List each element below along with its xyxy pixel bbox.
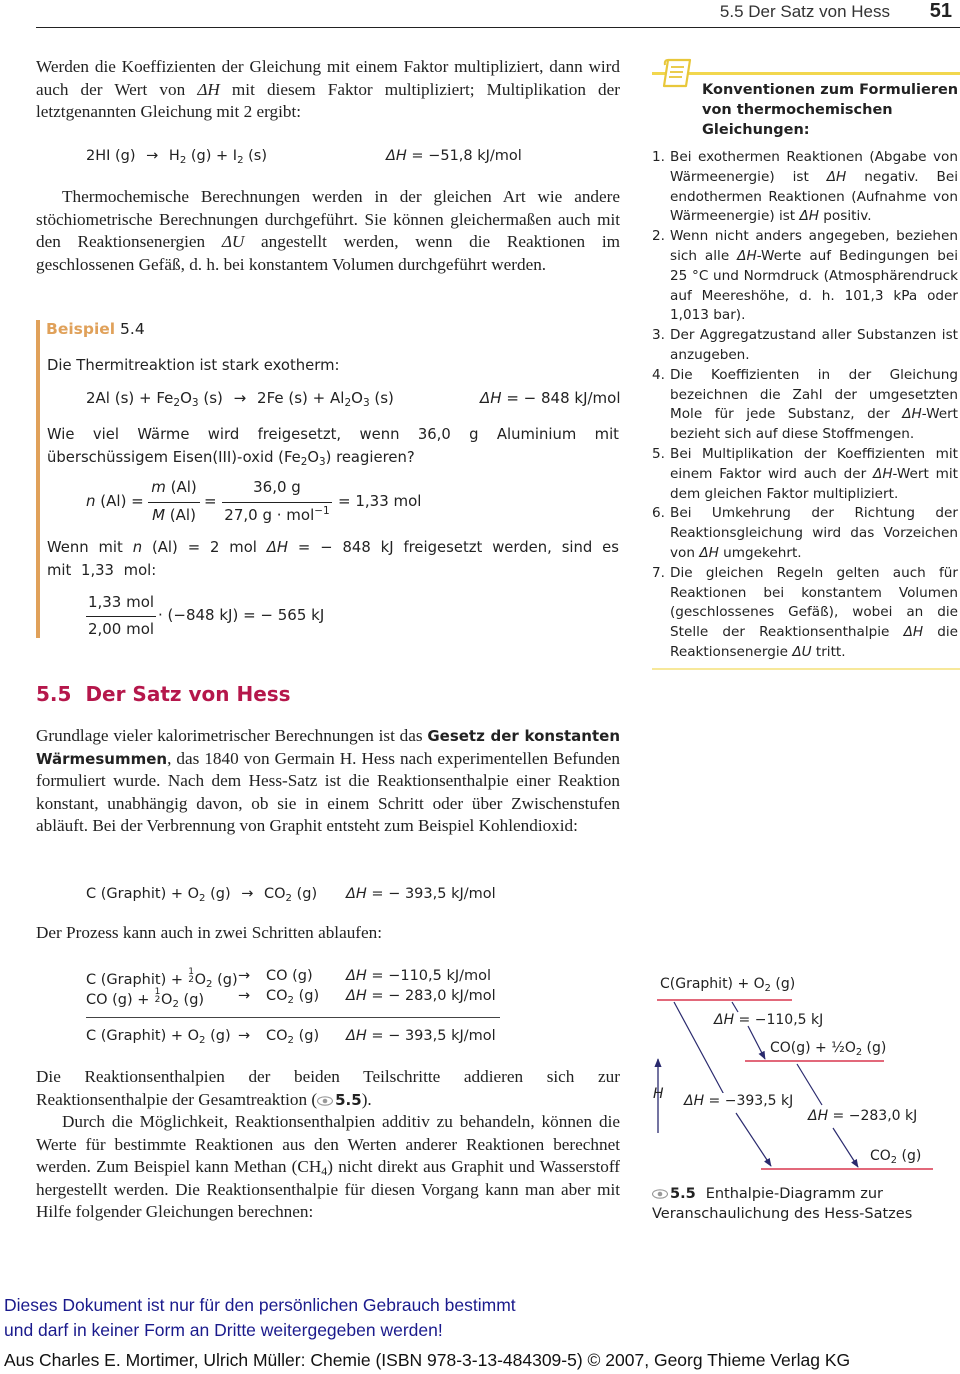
item-number: 7. [652,564,665,581]
delta-h-symbol: ΔH [799,208,819,225]
reaction-arrow-icon: → [233,389,247,407]
two-steps-intro: Der Prozess kann auch in zwei Schritten ablaufen: [36,923,383,942]
example-number: 5.4 [120,320,145,338]
equals-sign: = [204,492,217,510]
text: (g) [897,1148,922,1164]
fraction-numerator: 36,0 g [253,478,301,496]
caption-text: Enthalpie-Diagramm zur [705,1186,883,1202]
text: positiv. [818,208,872,225]
eq-term: O [161,992,173,1008]
step-1-lhs [86,968,238,988]
text: Wenn nicht anders angegeben, beziehen sich alle [670,228,958,264]
step-1-enthalpy [346,968,491,984]
example-question [47,424,619,469]
level-label-top [660,976,795,992]
hess-steps-table [86,968,500,1052]
item-number: 4. [652,366,665,383]
subscript: 2 [300,455,308,468]
fraction-bar [222,502,332,503]
eq-term: (g) [205,1028,231,1044]
enthalpy-value: = − 393,5 kJ/mol [366,886,496,902]
delta-h-symbol: ΔH [902,406,922,423]
num: 1 [188,967,194,977]
subscript: 2 [764,983,771,994]
eq-term: (g) + I [186,148,238,164]
reaction-arrow-icon: → [238,988,251,1004]
eq-term: C (Graphit) + [86,972,188,988]
eq-term: O [187,1028,200,1044]
var: m [151,478,166,496]
text: CO [870,1148,891,1164]
enthalpy-value: = −110,5 kJ/mol [366,968,492,984]
text: (g) [862,1040,887,1056]
dh-step2-label [808,1108,917,1124]
sum-rule [86,1017,500,1018]
subscript: 4 [321,1164,328,1179]
text: Wie viel Wärme wird freigesetzt, wenn 36,0 g Aluminium mit überschüssigem Eisen(III)-oxid (Fe [47,426,619,466]
footer-notice-line-1: Dieses Dokument ist nur für den persönlichen Gebrauch bestimmt [4,1295,516,1315]
delta-h-symbol: ΔH [826,168,847,185]
moles-calculation [86,478,486,528]
calc-result: = 1,33 mol [338,492,422,510]
step-2-lhs [86,988,204,1008]
enthalpy-value: = − 393,5 kJ/mol [366,1028,496,1044]
eq-term: C (Graphit) + O [86,886,200,902]
dh-total-label [684,1093,793,1109]
scroll-icon [656,56,696,90]
step-sum-enthalpy [346,1028,496,1044]
text: Der Aggregatzustand aller Substanzen ist anzugeben. [670,327,958,363]
axis-label: H [653,1086,664,1102]
delta-h-symbol: ΔH [346,886,367,902]
fraction-numerator [148,478,200,496]
arrow-step1-tail [732,1002,738,1012]
footer-source: Aus Charles E. Mortimer, Ulrich Müller: Chemie (ISBN 978-3-13-484309-5) © 2007, Georg Thieme Verlag KG [4,1350,851,1370]
sidebar-title [702,80,958,140]
eq-term: (s) [198,389,223,407]
delta-h-symbol: ΔH [714,1012,735,1028]
text: Die Koeffizienten in der Gleichung bezeichnen die Zahl der umgesetzten Mole für jede Substanz, der [670,366,958,423]
subscript: 3 [319,455,326,468]
step-2-enthalpy [346,988,496,1004]
running-head-section: 5.5 Der Satz von Hess [719,2,890,21]
text: Thermochemische Berechnungen werden in der gleichen Art wie andere stöchiometrische Berechnungen durchgeführt. Sie können gleichermaßen auch mit den Reaktionsenergien [36,187,620,252]
heat-calculation [86,593,386,645]
reaction-arrow-icon: → [241,886,254,902]
calc-result: · (−848 kJ) = − 565 kJ [158,606,325,624]
text: ). [361,1089,372,1109]
sidebar-title-line: von thermochemischen [702,102,893,118]
eq-term: (s) [243,148,267,164]
figure-reference-link[interactable]: 5.5 [335,1090,362,1109]
fraction-bar [86,616,156,617]
subscript: 2 [199,893,206,904]
fraction-denominator: 2,00 mol [87,620,155,638]
delta-h-symbol: ΔH [386,148,407,164]
text: = − 848 kJ freigesetzt werden, sind es mit 1,33 mol: [47,539,619,579]
reaction-arrow-icon: → [146,148,159,164]
stoichiometry-paragraph [36,186,620,276]
sum-paragraph [36,1066,620,1111]
sidebar-bottom-rule [652,668,960,670]
text: (Al) = 2 mol [142,539,267,556]
subscript: 2 [172,999,179,1010]
eq-term: (g) [292,886,318,902]
step-sum-lhs [86,1028,231,1044]
text: ) nicht direkt aus Graphit und Wasserstoff hergestellt werden. Die Reaktionsenthalpie für diesen Vorgang kann man aber mit Hilfe folgender Gleichungen berechnen: [36,1157,620,1222]
header-rule [36,27,960,28]
item-number: 2. [652,228,665,245]
enthalpy-diagram [640,960,960,1170]
delta-h-symbol: ΔH [197,79,220,99]
figure-number: 5.5 [670,1186,696,1202]
fraction-denominator [222,506,332,524]
eq-term: (g) [205,886,231,902]
step-2-rhs [266,988,319,1004]
text: Die Reaktionsenthalpien der beiden Teilschritte addieren sich zur Reaktionsenthalpie der Gesamtreaktion ( [36,1067,620,1109]
text: Wenn mit [47,539,133,556]
den: 2 [154,995,161,1005]
text: Bei exothermen Reaktionen (Abgabe von Wärmeenergie) ist [670,149,958,185]
enthalpy-value: = −283,0 kJ [828,1108,918,1124]
enthalpy-value: = −110,5 kJ [734,1012,824,1028]
convention-item [652,445,958,504]
arrow-total [736,1113,771,1166]
caption-line [652,1184,912,1204]
subscript: 3 [362,397,370,409]
subscript: 2 [890,1155,898,1166]
example-statement [47,537,619,582]
eq-term: (g) [294,988,320,1004]
text: Grundlage vieler kalorimetrischer Berechnungen ist das [36,726,428,745]
item-number: 1. [652,149,665,165]
delta-h-symbol: ΔH [684,1093,705,1109]
step-1-rhs [266,968,313,984]
eq-term: CO (g) [266,968,313,984]
enthalpy-value: = −51,8 kJ/mol [406,148,522,164]
text: angestellt werden, wenn die Reaktionen im geschlossenen Gefäß, d. h. bei konstantem Volumen durchgeführt werden. [36,232,620,274]
convention-item [652,564,958,663]
section-heading [36,682,291,706]
convention-item [652,366,958,445]
delta-h-symbol: ΔH [346,968,367,984]
fraction-bar [148,502,200,503]
one-half-fraction: ½ [831,1040,845,1056]
delta-u-symbol: ΔU [792,643,812,660]
running-head [0,0,960,28]
dh-step1-label [714,1012,823,1028]
eq-term: CO (g) + [86,992,155,1008]
convention-item [652,148,958,227]
text: umgekehrt. [718,544,802,561]
intro-paragraph [36,56,620,124]
text: Werden die Koeffizienten der Gleichung mit einem Faktor multipliziert, dann wird auch der Wert von [36,57,620,99]
subscript: 2 [855,1047,863,1058]
convention-item [652,326,958,366]
eq-term: CO [266,988,288,1004]
thermite-enthalpy [480,389,621,407]
one-half-fraction [188,968,195,984]
text: Durch die Möglichkeit, Reaktionsenthalpien additiv zu behandeln, können die Werte für bestimmte Reaktionen aus den Werten anderer Reaktionen berechnet werden. Zum Beispiel kann Methan (CH [36,1112,620,1177]
text: Bei Multiplikation der Koeffizienten mit einem Faktor wird auch der [670,445,958,482]
page-number: 51 [929,0,952,22]
subscript: 2 [199,1035,206,1046]
section-title: Der Satz von Hess [85,682,291,706]
eye-icon [317,1096,333,1106]
text: tritt. [811,643,846,660]
delta-h-symbol: ΔH [346,1028,367,1044]
subscript: 2 [285,893,292,904]
reaction-arrow-icon: → [238,1028,251,1044]
var: n [132,539,143,556]
figure-caption [652,1184,912,1224]
text: Bei Umkehrung der Richtung der Reaktionsgleichung wird das Vorzeichen von [670,505,958,561]
num: 1 [154,987,161,997]
var: M [152,506,166,524]
subscript: 2 [173,397,181,409]
section-number: 5.5 [36,682,72,706]
equation-hi-enthalpy [386,148,522,164]
item-number: 5. [652,445,665,462]
arrow-step1 [748,1026,765,1059]
reaction-arrow-icon: → [238,968,251,984]
subscript: 2 [179,155,187,166]
delta-h-symbol: ΔH [903,624,924,641]
den: 2 [188,975,194,985]
step-sum-rhs [266,1028,319,1044]
text: (Al) [165,478,197,496]
delta-h-symbol: ΔH [737,247,757,264]
subscript: 2 [287,995,294,1006]
subscript: 3 [191,397,199,409]
convention-item [652,227,958,326]
subscript: 2 [237,155,244,166]
text: -Werte auf Bedingungen bei 25 °C und Normdruck (Atmosphärendruck auf Meereshöhe, d. h. 101,3 kPa oder 1,013 bar). [670,247,958,324]
text: O [307,448,319,466]
text: ) reagieren? [325,448,415,466]
eq-term: (g) [294,1028,320,1044]
text: -Wert bezieht sich auf diese Stoffmengen. [670,406,958,443]
delta-h-symbol: ΔH [480,389,502,407]
eq-term: 2Fe (s) + Al [257,389,345,407]
text: O [844,1040,856,1056]
item-number: 3. [652,327,665,344]
text: (Al) = [95,492,144,510]
text: CO(g) + [770,1040,832,1056]
eq-lhs: 2HI (g) [86,148,136,164]
enthalpy-axis-label [653,1086,664,1102]
example-intro: Die Thermitreaktion ist stark exotherm: [47,357,340,374]
arrow-step2-tail [797,1064,822,1105]
text: 27,0 g · mol [224,506,315,524]
delta-h-symbol: ΔH [808,1108,829,1124]
sidebar-top-rule [652,72,960,75]
text: C(Graphit) + O [660,976,765,992]
text: (g) [770,976,796,992]
sidebar-title-line: Konventionen zum Formulieren [702,82,959,98]
delta-h-symbol: ΔH [873,465,893,482]
conventions-list [652,148,958,663]
delta-h-symbol: ΔH [699,544,719,561]
thermite-equation [86,389,394,407]
eq-term: CO [264,886,286,902]
level-label-mid [770,1040,886,1056]
fraction-denominator [148,506,200,524]
methane-paragraph [36,1111,620,1224]
arrow-step2 [833,1128,858,1167]
level-label-bottom [870,1148,921,1164]
key-term: Gesetz der konstanten Wärmesummen [36,727,620,768]
subscript: 2 [287,1035,294,1046]
caption-text: Veranschaulichung des Hess-Satzes [652,1206,913,1222]
calc-lhs [86,492,144,510]
one-half-fraction [154,988,161,1004]
subscript: 2 [344,397,352,409]
eq-term: CO [266,1028,288,1044]
hess-paragraph [36,725,620,838]
text: die Reaktionsenergie [670,624,959,660]
graphite-combustion-enthalpy [346,886,496,902]
example-title [46,320,145,338]
delta-u-symbol: ΔU [221,232,245,252]
text: mit diesem Faktor multipliziert; Multiplikation der letztgenannten Gleichung mit 2 ergibt: [36,79,620,122]
text: -Wert mit dem gleichen Faktor multipliziert. [670,465,959,502]
example-label: Beispiel [46,320,116,338]
enthalpy-value: = − 283,0 kJ/mol [366,988,496,1004]
fraction-numerator: 1,33 mol [87,593,155,611]
superscript: −1 [314,505,330,517]
eq-term: (g) [178,992,205,1008]
text: negativ. Bei endothermen Reaktionen (Aufnahme von Wärmeenergie) ist [670,168,959,225]
subscript: 2 [206,979,213,990]
example-accent-bar [36,320,40,638]
text: (Al) [165,506,196,524]
item-number: 6. [652,505,665,522]
delta-h-symbol: ΔH [346,988,367,1004]
delta-h-symbol: ΔH [266,539,289,556]
sidebar-title-line: Gleichungen: [702,122,810,138]
text: , das 1840 von Germain H. Hess nach experimentellen Befunden formuliert wurde. Nach dem Hess-Satz ist die Reaktionsenthalpie einer Reaktion konstant, unabhängig davon, ob sie in einem Schritt oder über Zwischenstufen abläuft. Bei der Verbrennung von Graphit entsteht zum Beispiel Kohlendioxid: [36,748,620,836]
equation-hi [86,148,267,164]
eq-term: O [351,389,363,407]
var: n [86,492,96,510]
graphite-combustion-equation [86,886,317,902]
eye-icon [652,1189,668,1199]
eq-term: 2Al (s) + Fe [86,389,174,407]
eq-term: C (Graphit) + [86,1028,188,1044]
enthalpy-value: = − 848 kJ/mol [501,389,621,407]
footer-notice-line-2: und darf in keiner Form an Dritte weitergegeben werden! [4,1320,443,1340]
eq-term: O [194,972,207,988]
convention-item [652,504,958,563]
eq-term: O [180,389,192,407]
eq-term: (s) [369,389,394,407]
text: Die gleichen Regeln gelten auch für Reaktionen bei konstantem Volumen (geschlossenes Gefäß), wobei an die Stelle der Reaktionsenthalpie [670,564,958,641]
enthalpy-value: = −393,5 kJ [704,1093,794,1109]
eq-term: (g) [212,972,238,988]
eq-term: H [168,148,180,164]
